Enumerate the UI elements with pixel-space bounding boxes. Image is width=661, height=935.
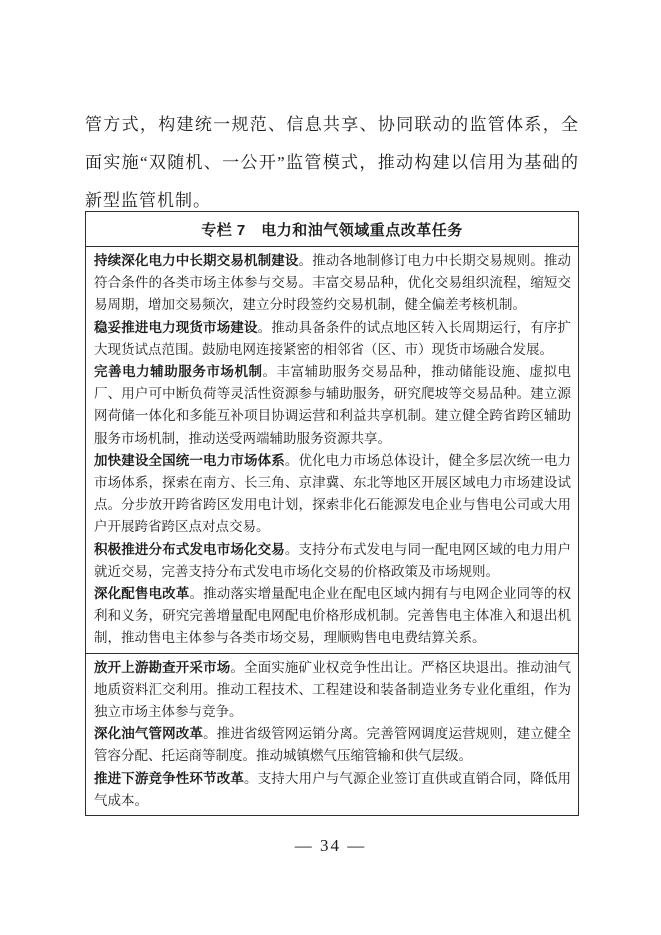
- paragraph-text: 。丰富辅助服务交易品种，推动储能设施、虚拟电厂、用户可中断负荷等灵活性资源参与辅助服务，研究爬坡等交易品种。建立源网荷储一体化和多能互补项目协调运营和利益共享机制。建立健全跨省跨区辅助服务市场机制，推动送受两端辅助服务资源共享。: [94, 364, 572, 446]
- paragraph-lead: 放开上游勘查开采市场: [94, 659, 231, 675]
- oil-gas-reform-section: [86, 653, 578, 815]
- box-paragraph: [94, 361, 571, 450]
- paragraph-text: 。全面实施矿业权竞争性出让。严格区块退出。推动油气地质资料汇交利用。推动工程技术、工程建设和装备制造业务专业化重组，作为独立市场主体参与竞争。: [94, 659, 572, 720]
- paragraph-lead: 深化配售电改革: [94, 586, 190, 602]
- electricity-reform-section: [86, 247, 578, 653]
- paragraph-lead: 加快建设全国统一电力市场体系: [94, 452, 285, 468]
- box-paragraph: [94, 768, 571, 812]
- column-box-title: 专栏 7 电力和油气领域重点改革任务: [86, 212, 578, 247]
- box-paragraph: [94, 250, 571, 317]
- paragraph-lead: 推进下游竞争性环节改革: [94, 770, 244, 786]
- box-paragraph: [94, 583, 571, 650]
- intro-paragraph: 管方式，构建统一规范、信息共享、协同联动的监管体系，全面实施“双随机、一公开”监管模式，推动构建以信用为基础的新型监管机制。: [85, 115, 579, 210]
- paragraph-lead: 积极推进分布式发电市场化交易: [94, 541, 285, 557]
- paragraph-lead: 深化油气管网改革: [94, 726, 204, 742]
- box-paragraph: [94, 317, 571, 361]
- column-7-box: [85, 211, 579, 816]
- box-paragraph: [94, 657, 571, 724]
- paragraph-text: 。推动落实增量配电企业在配电区域内拥有与电网企业同等的权利和义务，研究完善增量配电网配电价格形成机制。完善售电主体准入和退出机制，推动售电主体参与各类市场交易，理顺购售电电费结算关系。: [94, 586, 572, 646]
- page-number: — 34 —: [294, 836, 367, 855]
- paragraph-text: 。支持大用户与气源企业签订直供或直销合同，降低用气成本。: [94, 770, 572, 808]
- box-paragraph: [94, 723, 571, 767]
- paragraph-text: 。推动各地制修订电力中长期交易规则。推动符合条件的各类市场主体参与交易。丰富交易品种，优化交易组织流程，缩短交易周期，增加交易频次，建立分时段签约交易机制，健全偏差考核机制。: [94, 253, 572, 313]
- paragraph-lead: 持续深化电力中长期交易机制建设: [94, 253, 299, 268]
- paragraph-lead: 稳妥推进电力现货市场建设: [94, 319, 258, 335]
- paragraph-lead: 完善电力辅助服务市场机制: [94, 364, 263, 380]
- box-paragraph: [94, 450, 571, 539]
- paragraph-text: 。推动具备条件的试点地区转入长周期运行，有序扩大现货试点范围。鼓励电网连接紧密的相邻省（区、市）现货市场融合发展。: [94, 319, 572, 357]
- box-paragraph: [94, 539, 571, 583]
- paragraph-text: 。优化电力市场总体设计，健全多层次统一电力市场体系，探索在南方、长三角、京津冀、东北等地区开展区域电力市场建设试点。分步放开跨省跨区发用电计划，探索非化石能源发电企业与售电公司或大用户开展跨省跨区点对点交易。: [94, 452, 572, 535]
- paragraph-text: 。推进省级管网运销分离。完善管网调度运营规则，建立健全管容分配、托运商等制度。推动城镇燃气压缩管输和供气层级。: [94, 726, 572, 764]
- paragraph-text: 。支持分布式发电与同一配电网区域的电力用户就近交易，完善支持分布式发电市场化交易的价格政策及市场规则。: [94, 541, 572, 579]
